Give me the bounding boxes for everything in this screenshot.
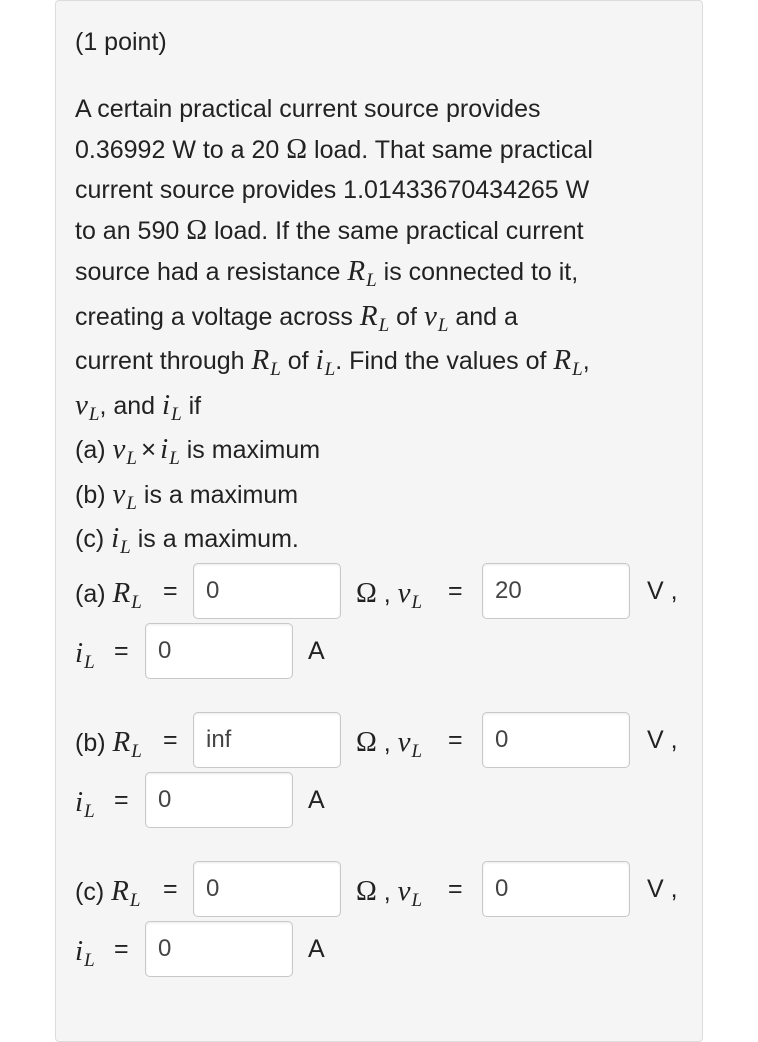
answer-row-c-rl xyxy=(0,861,758,921)
il-label xyxy=(75,935,95,971)
var-i: i xyxy=(75,935,84,967)
sub-L: L xyxy=(411,890,423,911)
text: and a xyxy=(455,302,518,331)
problem-line xyxy=(75,340,685,385)
text: . Find the values of xyxy=(335,347,547,375)
equals-sign: = xyxy=(448,726,463,754)
sub-L: L xyxy=(171,403,182,425)
problem-line xyxy=(75,296,685,341)
problem-line xyxy=(75,251,685,296)
text: (c) xyxy=(75,525,105,553)
var-R: R xyxy=(112,577,131,609)
vl-input-a[interactable]: 20 xyxy=(482,563,630,619)
sub-L: L xyxy=(324,359,336,380)
var-v: v xyxy=(423,299,437,332)
var-i: i xyxy=(315,344,324,376)
text: is a maximum. xyxy=(137,525,299,553)
sub-L: L xyxy=(131,592,142,613)
ohm-unit-c: Ω , $v_L$ xyxy=(356,875,423,911)
var-v: v xyxy=(112,477,126,510)
sub-L: L xyxy=(120,537,131,558)
var-i: i xyxy=(75,786,84,818)
text: is connected to it, xyxy=(383,258,579,286)
problem-line xyxy=(75,518,685,563)
il-input-b[interactable]: 0 xyxy=(145,772,293,828)
answer-row-c-il xyxy=(0,921,758,981)
var-R: R xyxy=(359,299,378,332)
vl-input-b[interactable]: 0 xyxy=(482,712,630,768)
sub-L: L xyxy=(270,359,281,380)
var-v: v xyxy=(75,388,88,421)
text: creating a voltage across xyxy=(75,302,353,331)
ohm-symbol: Ω xyxy=(356,876,377,907)
answer-row-b-rl xyxy=(0,712,758,772)
volt-unit: V , xyxy=(647,577,678,605)
text: A certain practical current source provides xyxy=(75,95,541,123)
sub-L: L xyxy=(126,448,137,469)
times-symbol: × xyxy=(140,434,157,464)
problem-line xyxy=(75,89,685,130)
text: of xyxy=(287,347,309,375)
var-R: R xyxy=(553,344,572,376)
ohm-unit-b: Ω , $v_L$ xyxy=(356,726,423,762)
rl-input-b[interactable]: inf xyxy=(193,712,341,768)
text: source had a resistance xyxy=(75,258,341,286)
volt-unit: V , xyxy=(647,875,678,903)
sub-L: L xyxy=(129,890,141,911)
rl-input-c[interactable]: 0 xyxy=(193,861,341,917)
var-R: R xyxy=(251,344,270,376)
text: , xyxy=(582,347,590,375)
var-v: v xyxy=(397,577,411,609)
equals-sign: = xyxy=(163,577,178,605)
equals-sign: = xyxy=(114,637,129,665)
part-label xyxy=(75,726,142,762)
amp-unit: A xyxy=(308,786,325,814)
var-R: R xyxy=(112,726,131,758)
sub-L: L xyxy=(572,359,583,380)
sub-L: L xyxy=(411,592,423,613)
ohm-unit-a: Ω , $v_L$ xyxy=(356,577,423,613)
text: 0.36992 W to a 20 xyxy=(75,135,280,164)
sub-L: L xyxy=(84,801,95,822)
ohm-symbol: Ω xyxy=(286,133,308,165)
vl-input-c[interactable]: 0 xyxy=(482,861,630,917)
var-i: i xyxy=(75,637,84,669)
var-i: i xyxy=(160,433,169,465)
text: (b) xyxy=(75,480,106,509)
problem-line xyxy=(75,385,685,430)
text: is a maximum xyxy=(143,480,299,509)
sub-L: L xyxy=(84,652,95,673)
il-label xyxy=(75,786,95,822)
text: , and xyxy=(99,391,156,420)
part-label xyxy=(75,577,142,613)
text: to an 590 xyxy=(75,216,180,245)
answer-row-a-rl xyxy=(0,563,758,623)
ohm-symbol: Ω xyxy=(356,578,377,609)
text: current through xyxy=(75,347,245,375)
rl-input-a[interactable]: 0 xyxy=(193,563,341,619)
equals-sign: = xyxy=(448,875,463,903)
text: (a) xyxy=(75,580,106,608)
sub-L: L xyxy=(126,492,137,514)
amp-unit: A xyxy=(308,935,325,963)
volt-unit: V , xyxy=(647,726,678,754)
answer-row-b-il xyxy=(0,772,758,832)
sub-L: L xyxy=(169,448,180,469)
var-i: i xyxy=(162,388,171,421)
text: if xyxy=(188,391,202,420)
text: is maximum xyxy=(186,436,321,464)
var-i: i xyxy=(111,522,120,554)
equals-sign: = xyxy=(163,726,178,754)
points-label: (1 point) xyxy=(75,28,167,56)
problem-statement xyxy=(75,89,685,563)
var-v: v xyxy=(397,726,411,758)
il-input-c[interactable]: 0 xyxy=(145,921,293,977)
text: (a) xyxy=(75,436,106,464)
sub-L: L xyxy=(88,403,100,425)
text: (c) xyxy=(75,878,105,906)
sub-L: L xyxy=(84,950,95,971)
text: current source provides 1.01433670434265 W xyxy=(75,176,590,204)
part-label xyxy=(75,875,141,911)
sub-L: L xyxy=(437,314,449,336)
text: load. That same practical xyxy=(314,135,593,164)
text: (b) xyxy=(75,729,106,757)
var-v: v xyxy=(397,875,411,907)
equals-sign: = xyxy=(163,875,178,903)
text: load. If the same practical current xyxy=(213,216,584,245)
problem-line xyxy=(75,429,685,474)
ohm-symbol: Ω xyxy=(356,727,377,758)
equals-sign: = xyxy=(114,786,129,814)
problem-line xyxy=(75,211,685,252)
il-input-a[interactable]: 0 xyxy=(145,623,293,679)
il-label xyxy=(75,637,95,673)
sub-L: L xyxy=(366,270,377,291)
ohm-symbol: Ω xyxy=(186,214,208,246)
sub-L: L xyxy=(131,741,142,762)
problem-line xyxy=(75,170,685,211)
sub-L: L xyxy=(411,741,423,762)
equals-sign: = xyxy=(114,935,129,963)
equals-sign: = xyxy=(448,577,463,605)
var-v: v xyxy=(112,433,126,465)
var-R: R xyxy=(111,875,129,907)
sub-L: L xyxy=(378,314,390,336)
problem-line xyxy=(75,130,685,171)
var-R: R xyxy=(347,255,366,287)
amp-unit: A xyxy=(308,637,325,665)
text: of xyxy=(396,302,417,331)
answer-row-a-il xyxy=(0,623,758,683)
problem-line xyxy=(75,474,685,519)
